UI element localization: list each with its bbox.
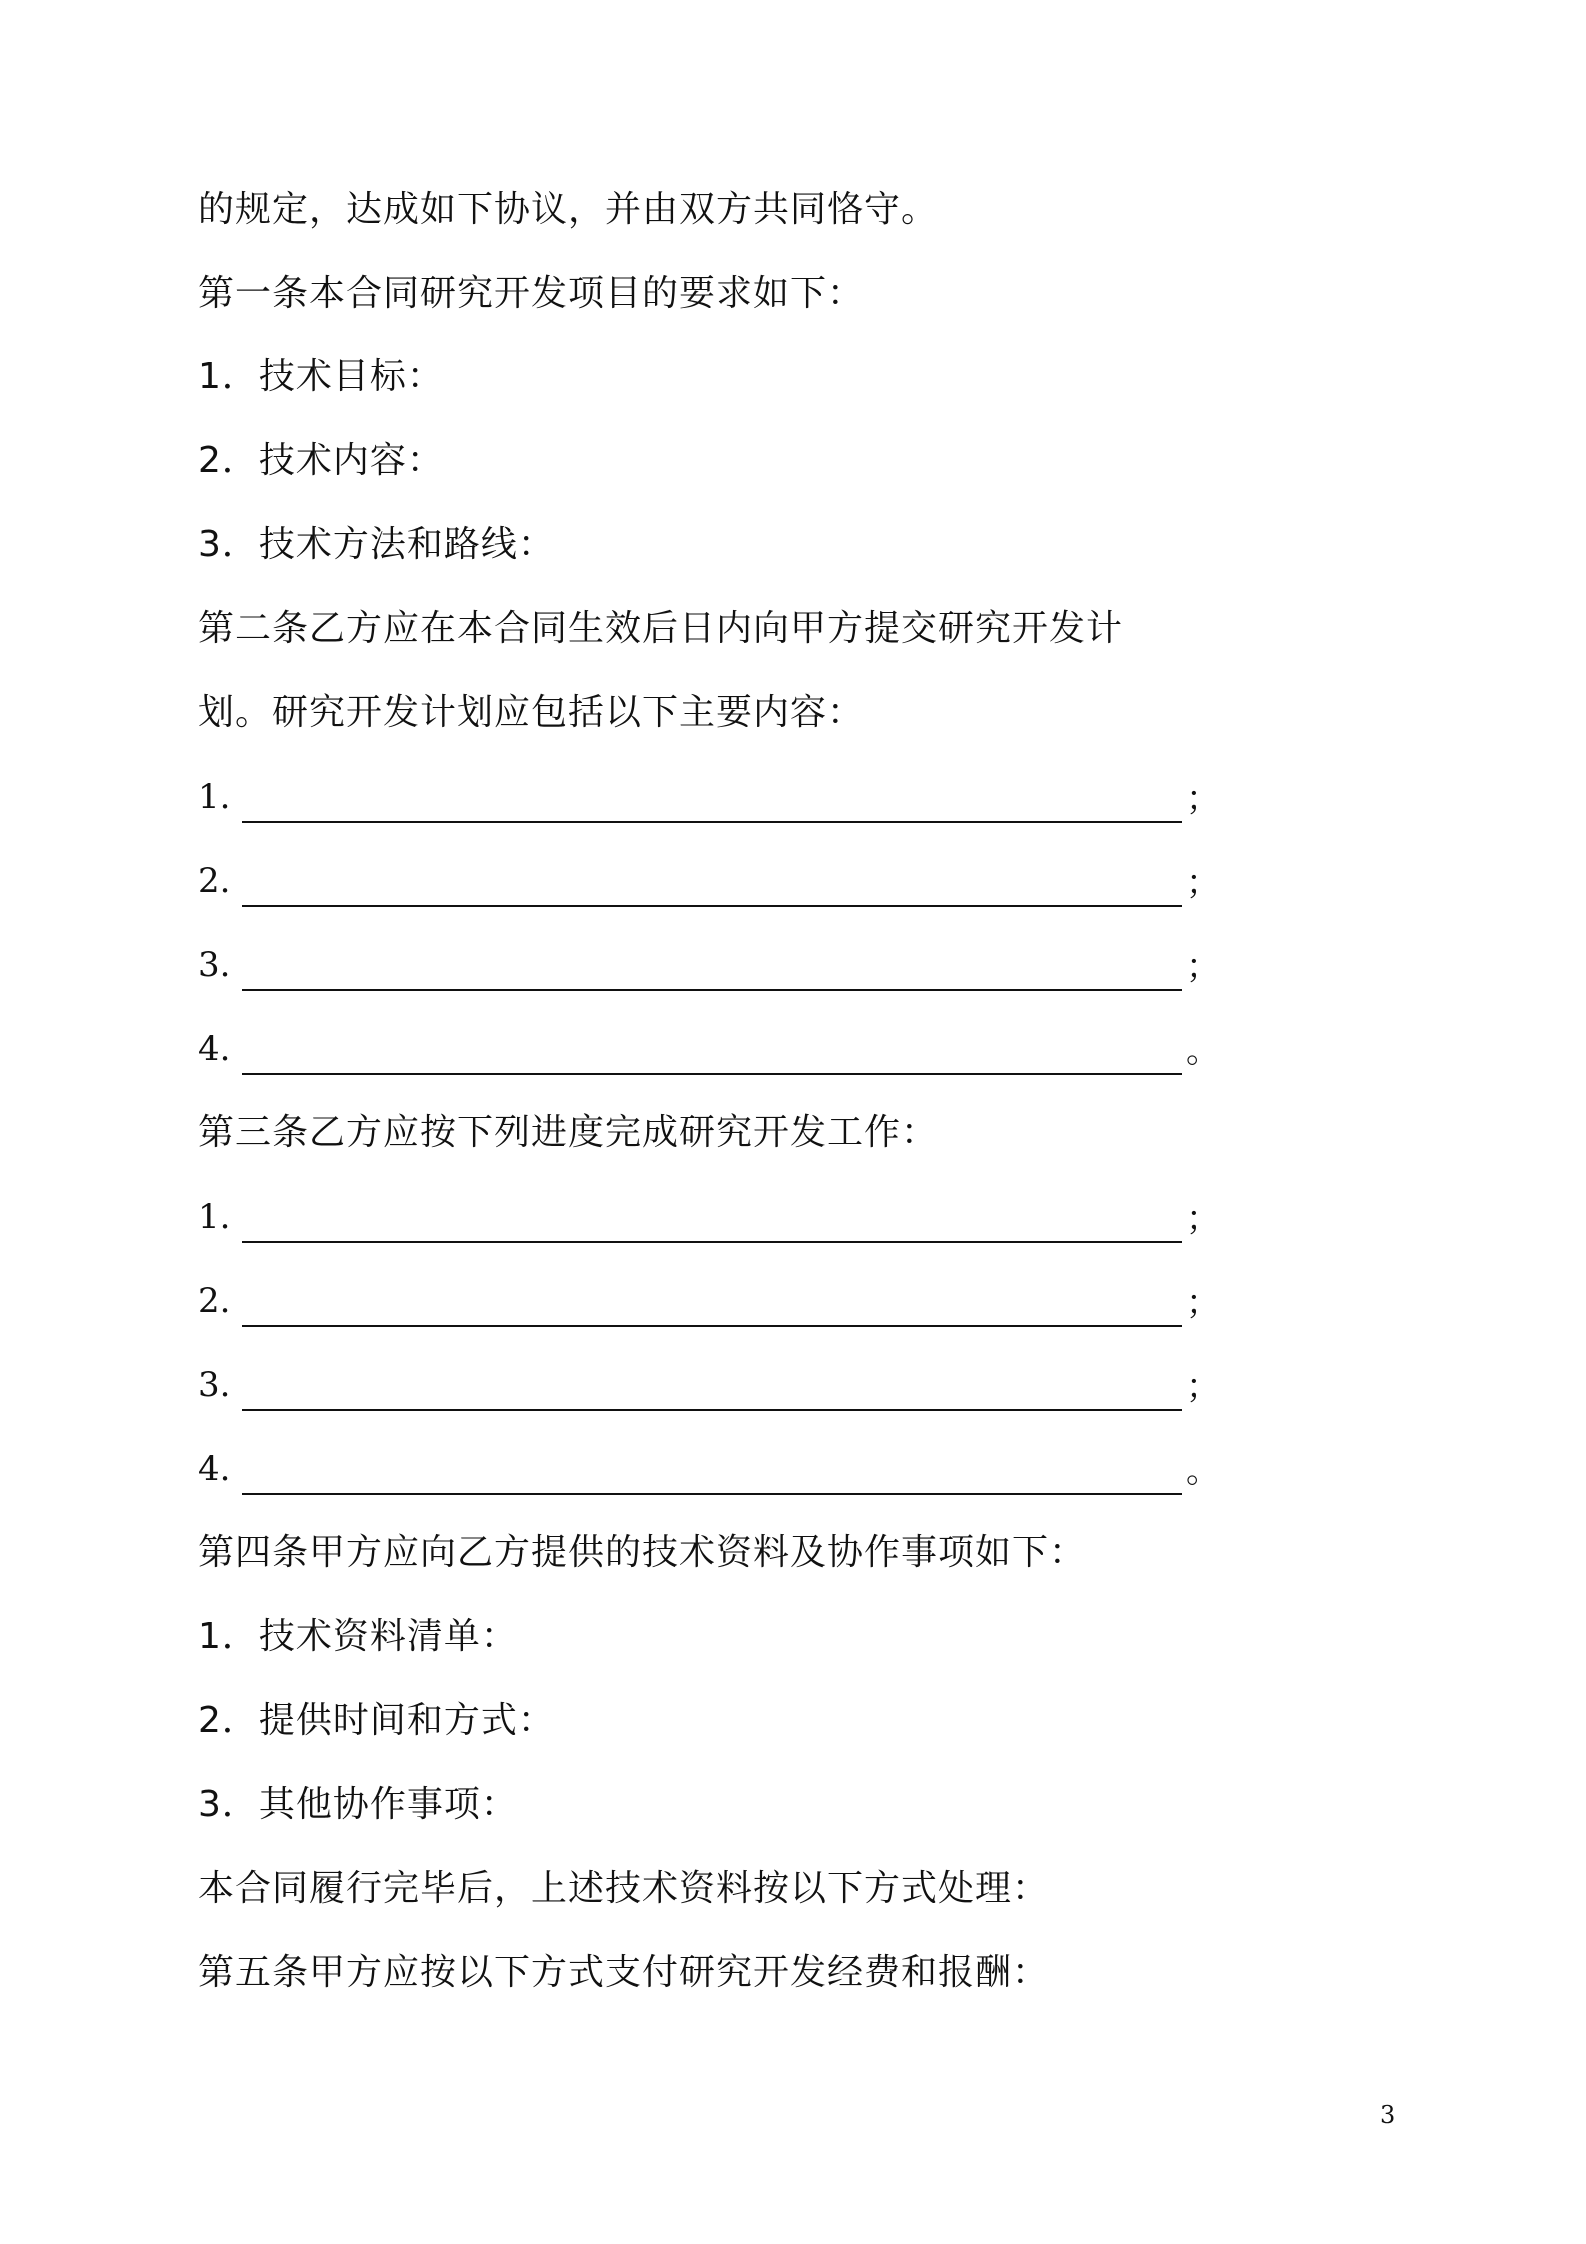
plan-item-number: 2.	[198, 861, 231, 901]
schedule-item-number: 1.	[198, 1197, 231, 1237]
schedule-item-number: 4.	[198, 1449, 231, 1489]
plan-item-punctuation: ；	[1186, 779, 1220, 819]
schedule-item-punctuation: 。	[1186, 1451, 1220, 1491]
article-4-item-1: 1．技术资料清单：	[198, 1616, 518, 1657]
article-3-heading: 第三条乙方应按下列进度完成研究开发工作：	[198, 1112, 939, 1153]
article-4-item-3: 3．其他协作事项：	[198, 1784, 518, 1825]
article-1-heading: 第一条本合同研究开发项目的要求如下：	[198, 273, 865, 314]
plan-item-4	[198, 1027, 1220, 1071]
fill-in-line	[242, 1073, 1182, 1075]
fill-in-line	[242, 1325, 1182, 1327]
fill-in-line	[242, 1409, 1182, 1411]
plan-item-punctuation: 。	[1186, 1031, 1220, 1071]
fill-in-line	[242, 821, 1182, 823]
plan-item-punctuation: ；	[1186, 947, 1220, 987]
article-2-heading-continued: 划。研究开发计划应包括以下主要内容：	[198, 692, 865, 733]
plan-item-2	[198, 859, 1220, 903]
schedule-item-2	[198, 1279, 1220, 1323]
plan-item-number: 1.	[198, 777, 231, 817]
article-4-heading: 第四条甲方应向乙方提供的技术资料及协作事项如下：	[198, 1532, 1087, 1573]
article-5-heading: 第五条甲方应按以下方式支付研究开发经费和报酬：	[198, 1952, 1050, 1993]
article-2-heading: 第二条乙方应在本合同生效后日内向甲方提交研究开发计	[198, 608, 1124, 649]
plan-item-number: 4.	[198, 1029, 231, 1069]
plan-item-1	[198, 775, 1220, 819]
fill-in-line	[242, 989, 1182, 991]
schedule-item-1	[198, 1195, 1220, 1239]
schedule-item-number: 2.	[198, 1281, 231, 1321]
page-number: 3	[1380, 2101, 1396, 2129]
schedule-item-punctuation: ；	[1186, 1367, 1220, 1407]
materials-handling-clause: 本合同履行完毕后，上述技术资料按以下方式处理：	[198, 1868, 1050, 1909]
article-1-item-1: 1．技术目标：	[198, 356, 444, 397]
plan-item-punctuation: ；	[1186, 863, 1220, 903]
article-1-item-3: 3．技术方法和路线：	[198, 524, 555, 565]
paragraph-agreement-intro: 的规定，达成如下协议，并由双方共同恪守。	[198, 189, 939, 230]
article-1-item-2: 2．技术内容：	[198, 440, 444, 481]
plan-item-number: 3.	[198, 945, 231, 985]
article-4-item-2: 2．提供时间和方式：	[198, 1700, 555, 1741]
schedule-item-4	[198, 1447, 1220, 1491]
fill-in-line	[242, 1241, 1182, 1243]
schedule-item-number: 3.	[198, 1365, 231, 1405]
plan-item-3	[198, 943, 1220, 987]
schedule-item-punctuation: ；	[1186, 1199, 1220, 1239]
fill-in-line	[242, 1493, 1182, 1495]
fill-in-line	[242, 905, 1182, 907]
schedule-item-3	[198, 1363, 1220, 1407]
schedule-item-punctuation: ；	[1186, 1283, 1220, 1323]
